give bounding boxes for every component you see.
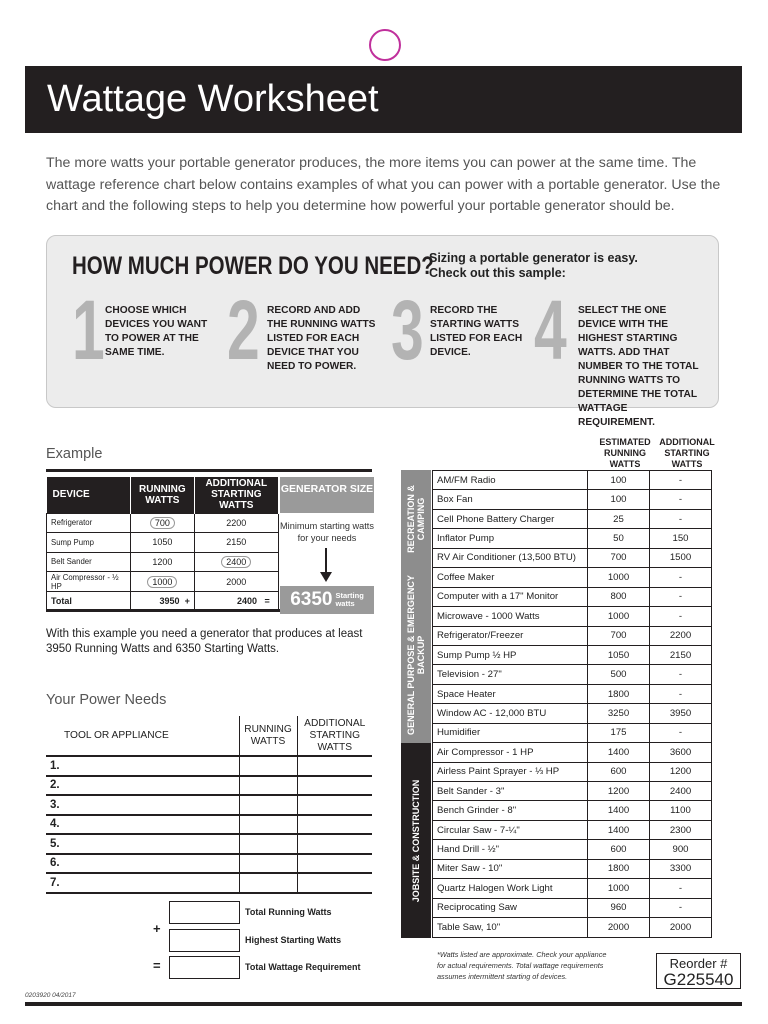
table-row	[46, 776, 372, 796]
table-row	[433, 879, 712, 898]
running-cell: 1400	[588, 743, 650, 762]
table-row	[433, 665, 712, 684]
row-number: 4.	[46, 815, 239, 835]
starting-cell: -	[650, 879, 712, 898]
starting-cell: 2000	[194, 572, 278, 592]
your-power-needs-label: Your Power Needs	[46, 692, 167, 708]
starting-cell: 2000	[650, 918, 712, 937]
col-tool: TOOL OR APPLIANCE	[46, 716, 239, 756]
starting-cell: 1200	[650, 762, 712, 781]
item-cell: Humidifier	[433, 723, 588, 742]
table-row	[433, 918, 712, 937]
table-row	[46, 815, 372, 835]
running-cell: 1000	[588, 568, 650, 587]
running-cell	[130, 572, 194, 592]
total-running-watts-field[interactable]	[169, 901, 240, 924]
item-cell: Bench Grinder - 8"	[433, 801, 588, 820]
running-cell: 600	[588, 840, 650, 859]
col-additional: ADDITIONAL STARTING WATTS	[297, 716, 372, 756]
table-row	[46, 873, 372, 893]
reorder-box	[656, 953, 741, 989]
highest-starting-watts-field[interactable]	[169, 929, 240, 952]
item-cell: Hand Drill - ½"	[433, 840, 588, 859]
running-cell: 1400	[588, 820, 650, 839]
running-cell: 700	[588, 626, 650, 645]
total-starting-cell	[194, 591, 278, 611]
how-much-power-subtitle	[429, 251, 709, 281]
item-cell: Television - 27"	[433, 665, 588, 684]
result-value: 6350	[290, 589, 333, 610]
row-number: 3.	[46, 795, 239, 815]
circled-value: 1000	[147, 576, 177, 588]
running-cell: 1000	[588, 879, 650, 898]
starting-cell: 3300	[650, 859, 712, 878]
running-cell: 800	[588, 587, 650, 606]
running-cell: 1200	[588, 782, 650, 801]
running-cell: 1800	[588, 684, 650, 703]
table-row	[433, 568, 712, 587]
col-additional: ADDITIONAL STARTING WATTS	[194, 477, 278, 513]
starting-cell	[194, 552, 278, 572]
table-row	[433, 840, 712, 859]
starting-cell: -	[650, 568, 712, 587]
how-much-power-heading: HOW MUCH POWER DO YOU NEED?	[72, 252, 434, 280]
item-cell: Space Heater	[433, 684, 588, 703]
row-number: 1.	[46, 756, 239, 776]
document-code: 0203920 04/2017	[25, 992, 76, 999]
starting-cell: 2200	[194, 513, 278, 533]
running-cell: 100	[588, 471, 650, 490]
table-row	[433, 509, 712, 528]
plus-sign: +	[184, 595, 190, 606]
item-cell: Microwave - 1000 Watts	[433, 607, 588, 626]
running-cell: 50	[588, 529, 650, 548]
table-row	[433, 548, 712, 567]
running-cell: 1050	[588, 645, 650, 664]
table-row	[433, 801, 712, 820]
table-row	[433, 529, 712, 548]
table-row	[433, 859, 712, 878]
total-wattage-requirement-label: Total Wattage Requirement	[245, 962, 361, 972]
starting-cell: -	[650, 898, 712, 917]
item-cell: Airless Paint Sprayer - ⅓ HP	[433, 762, 588, 781]
item-cell: Reciprocating Saw	[433, 898, 588, 917]
example-top-rule	[46, 469, 372, 472]
col-device: DEVICE	[47, 477, 131, 513]
item-cell: Quartz Halogen Work Light	[433, 879, 588, 898]
running-cell: 175	[588, 723, 650, 742]
equals-sign: =	[153, 958, 161, 973]
row-number: 6.	[46, 854, 239, 874]
starting-cell: -	[650, 509, 712, 528]
circled-value: 700	[150, 517, 175, 529]
running-input-cell[interactable]	[239, 834, 297, 854]
starting-cell: -	[650, 607, 712, 626]
table-row	[433, 820, 712, 839]
starting-cell: 2150	[194, 533, 278, 553]
table-row	[433, 684, 712, 703]
step-2-number: 2	[227, 283, 260, 377]
table-row	[433, 704, 712, 723]
running-cell: 1200	[130, 552, 194, 572]
running-input-cell[interactable]	[239, 756, 297, 776]
item-cell: AM/FM Radio	[433, 471, 588, 490]
total-wattage-requirement-field[interactable]	[169, 956, 240, 979]
device-cell: Sump Pump	[47, 533, 131, 553]
table-row	[46, 834, 372, 854]
row-number: 5.	[46, 834, 239, 854]
item-cell: Window AC - 12,000 BTU	[433, 704, 588, 723]
row-number: 7.	[46, 873, 239, 893]
col-running: RUNNING WATTS	[239, 716, 297, 756]
item-cell: Table Saw, 10"	[433, 918, 588, 937]
intro-paragraph: The more watts your portable generator produces, the more items you can power at the same time. The wattage reference chart below contains examples of what you can power with a portable generator. Use the chart and the following steps to help you determine how powerful your portable generator should be.	[46, 155, 721, 214]
logo-ring	[369, 29, 401, 61]
running-input-cell[interactable]	[239, 873, 297, 893]
step-1-number: 1	[72, 283, 105, 377]
result-unit	[335, 592, 363, 608]
starting-cell: 150	[650, 529, 712, 548]
table-row	[433, 645, 712, 664]
running-cell: 960	[588, 898, 650, 917]
subtitle-line-2: Check out this sample:	[429, 266, 566, 280]
starting-cell: 900	[650, 840, 712, 859]
total-label: Total	[47, 591, 131, 611]
step-4-text: SELECT THE ONE DEVICE WITH THE HIGHEST STARTING WATTS. ADD THAT NUMBER TO THE TOTAL RUNNING WATTS TO DETERMINE THE TOTAL WATTAGE REQUIREMENT.	[578, 305, 699, 428]
plus-sign: +	[153, 921, 161, 936]
minimum-starting-text: Minimum starting watts for your needs	[280, 521, 374, 543]
starting-input-cell[interactable]	[297, 873, 372, 893]
total-running-cell	[130, 591, 194, 611]
estimated-running-watts-header: ESTIMATED RUNNING WATTS	[599, 437, 651, 469]
generator-size-result	[280, 586, 374, 614]
circled-value: 2400	[221, 556, 251, 568]
subtitle-line-1: Sizing a portable generator is easy.	[429, 251, 638, 265]
running-cell: 1050	[130, 533, 194, 553]
starting-cell: -	[650, 490, 712, 509]
page-title: Wattage Worksheet	[47, 78, 379, 120]
generator-size-column	[280, 477, 374, 544]
starting-cell: 1500	[650, 548, 712, 567]
starting-cell: 2200	[650, 626, 712, 645]
running-cell: 600	[588, 762, 650, 781]
running-cell: 1000	[588, 607, 650, 626]
step-2-text: RECORD AND ADD THE RUNNING WATTS LISTED FOR EACH DEVICE THAT YOU NEED TO POWER.	[267, 305, 376, 372]
total-starting: 2400	[236, 595, 257, 606]
running-cell: 1400	[588, 801, 650, 820]
reorder-code: G225540	[663, 970, 734, 989]
item-cell: Box Fan	[433, 490, 588, 509]
category-label: RECREATION & CAMPING	[406, 484, 426, 553]
generator-size-header: GENERATOR SIZE	[280, 477, 374, 513]
table-row	[433, 626, 712, 645]
total-running: 3950	[159, 595, 180, 606]
starting-cell: -	[650, 665, 712, 684]
table-row	[433, 782, 712, 801]
step-4-number: 4	[534, 283, 567, 377]
equals-sign: =	[264, 595, 270, 606]
category-jobsite-construction	[401, 743, 431, 938]
category-label: JOBSITE & CONSTRUCTION	[411, 779, 421, 902]
table-row	[46, 756, 372, 776]
starting-input-cell[interactable]	[297, 834, 372, 854]
device-cell: Refrigerator	[47, 513, 131, 533]
wattage-reference-table	[432, 470, 712, 938]
col-running: RUNNING WATTS	[130, 477, 194, 513]
table-row	[433, 743, 712, 762]
starting-cell: 3600	[650, 743, 712, 762]
starting-input-cell[interactable]	[297, 854, 372, 874]
running-cell: 2000	[588, 918, 650, 937]
example-label: Example	[46, 446, 103, 462]
starting-input-cell[interactable]	[297, 756, 372, 776]
running-cell: 700	[588, 548, 650, 567]
table-row	[433, 762, 712, 781]
running-input-cell[interactable]	[239, 795, 297, 815]
item-cell: Belt Sander - 3"	[433, 782, 588, 801]
category-label: GENERAL PURPOSE & EMERGENCY BACKUP	[406, 575, 426, 735]
item-cell: Sump Pump ½ HP	[433, 645, 588, 664]
running-input-cell[interactable]	[239, 776, 297, 796]
starting-cell: -	[650, 471, 712, 490]
example-note: With this example you need a generator that produces at least 3950 Running Watts and 6350 Starting Watts.	[46, 628, 363, 655]
item-cell: Miter Saw - 10"	[433, 859, 588, 878]
device-cell: Belt Sander	[47, 552, 131, 572]
item-cell: Computer with a 17" Monitor	[433, 587, 588, 606]
step-3-number: 3	[391, 283, 424, 377]
item-cell: Refrigerator/Freezer	[433, 626, 588, 645]
reorder-label: Reorder #	[669, 956, 728, 971]
item-cell: Air Compressor - 1 HP	[433, 743, 588, 762]
table-row	[46, 854, 372, 874]
table-row	[433, 587, 712, 606]
your-power-needs-table	[46, 716, 372, 894]
result-unit-line-1: Starting	[335, 591, 364, 600]
item-cell: Circular Saw - 7-¼"	[433, 820, 588, 839]
additional-starting-watts-header: ADDITIONAL STARTING WATTS	[659, 437, 715, 469]
running-cell	[130, 513, 194, 533]
table-row	[46, 795, 372, 815]
running-cell: 25	[588, 509, 650, 528]
step-3-text: RECORD THE STARTING WATTS LISTED FOR EACH DEVICE.	[430, 305, 523, 358]
table-row	[433, 723, 712, 742]
starting-input-cell[interactable]	[297, 815, 372, 835]
item-cell: Inflator Pump	[433, 529, 588, 548]
running-cell: 100	[588, 490, 650, 509]
table-row	[433, 607, 712, 626]
starting-cell: 1100	[650, 801, 712, 820]
starting-cell: 2150	[650, 645, 712, 664]
footnote: *Watts listed are approximate. Check your appliance for actual requirements. Total wattage requirements assumes intermittent starting of devices.	[437, 950, 607, 981]
starting-cell: -	[650, 723, 712, 742]
table-row	[433, 490, 712, 509]
item-cell: Coffee Maker	[433, 568, 588, 587]
running-cell: 500	[588, 665, 650, 684]
row-number: 2.	[46, 776, 239, 796]
item-cell: Cell Phone Battery Charger	[433, 509, 588, 528]
category-general-purpose	[401, 567, 431, 743]
step-1-text: CHOOSE WHICH DEVICES YOU WANT TO POWER AT THE SAME TIME.	[105, 305, 208, 358]
starting-cell: 2300	[650, 820, 712, 839]
footer-rule	[25, 1002, 742, 1006]
down-arrow-icon	[318, 548, 334, 584]
running-cell: 1800	[588, 859, 650, 878]
category-recreation-camping	[401, 470, 431, 567]
starting-input-cell[interactable]	[297, 795, 372, 815]
starting-cell: 2400	[650, 782, 712, 801]
result-unit-line-2: watts	[335, 599, 355, 608]
total-running-watts-label: Total Running Watts	[245, 907, 332, 917]
table-row	[433, 898, 712, 917]
device-cell: Air Compressor - ½ HP	[47, 572, 131, 592]
running-input-cell[interactable]	[239, 854, 297, 874]
starting-cell: 3950	[650, 704, 712, 723]
table-row	[433, 471, 712, 490]
starting-cell: -	[650, 587, 712, 606]
running-cell: 3250	[588, 704, 650, 723]
item-cell: RV Air Conditioner (13,500 BTU)	[433, 548, 588, 567]
starting-input-cell[interactable]	[297, 776, 372, 796]
running-input-cell[interactable]	[239, 815, 297, 835]
highest-starting-watts-label: Highest Starting Watts	[245, 935, 342, 945]
starting-cell: -	[650, 684, 712, 703]
